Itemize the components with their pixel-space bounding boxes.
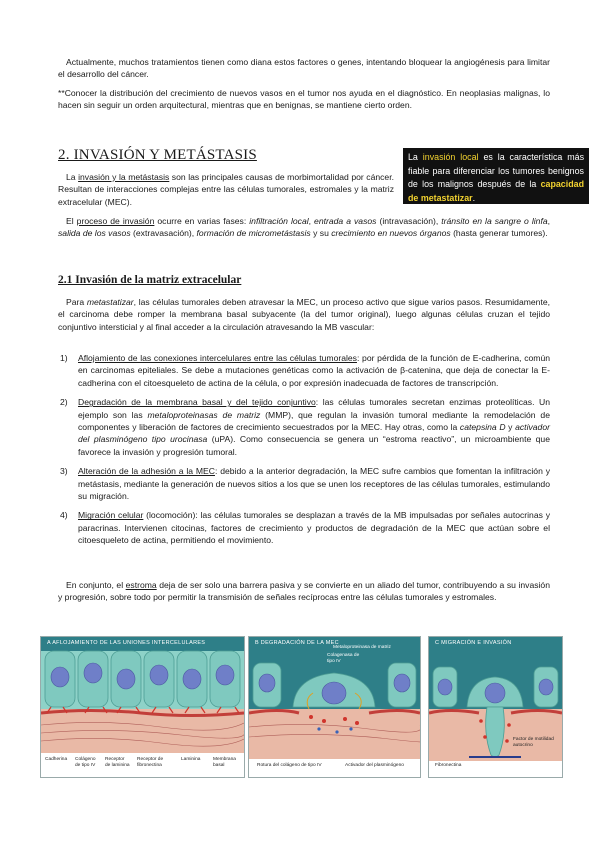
callout-highlight: invasión local [422,152,479,162]
list-item: 2) Degradación de la membrana basal y del tejido conjuntivo: las células tumorales secretan enzimas proteolíticas. Un ejemplo son las metaloproteinasas de matriz (MMP), que regulan la invasión tumoral mediante la remodelación de componentes y liberación de factores de crecimiento secuestrados por la MEC. Hay otras, como la catepsina D y activador del plasminógeno tipo urocinasa (uPA). Como consecuencia se genera un “estroma reactivo”, un microambiente que favorece la invasión y progresión tumoral. [60,397,550,457]
callout-box [403,148,589,204]
callout-text-pre: La [408,152,423,162]
list-item: 3) Alteración de la adhesión a la MEC: debido a la anterior degradación, la MEC sufre cambios que fomentan la infiltración y metástasis, mediante la generación de nuevos sitios a los que se unen los receptores de las células tumorales, estimulando su migración. [60,466,550,502]
panel-a-caption-4: Receptor de fibronectina [137,757,164,768]
panel-a-label: A AFLOJAMIENTO DE LAS UNIONES INTERCELULARES [47,640,206,646]
figure-panel-c [428,636,563,778]
panel-c-caption-2: Fibronectina [435,763,462,768]
section2-paragraph-1: La invasión y la metástasis son las principales causas de morbimortalidad por cáncer. Resultan de interacciones complejas entre las células tumorales, estromales y la matriz extracelular (MEC). [58,172,394,207]
panel-a-caption-3: Receptor de laminina [105,757,130,768]
panel-b-caption-2: Activador del plasminógeno [345,763,404,768]
panel-b-top-caption-1: Metaloproteinasa de matriz [333,645,391,650]
section-title-invasion: 2. INVASIÓN Y METÁSTASIS [58,147,257,163]
panel-a-caption-1: Cadherina [45,757,68,762]
list-item: 1) Aflojamiento de las conexiones intercelulares entre las células tumorales: por pérdida de la función de E-cadherina, común en carcinomas epiteliales. Se debe a mutaciones genéticas como la activación de β-catenina, que deja de conectar la E-cadherina con el citoesqueleto de actina de la célula, o por expresión inadecuada de factores de transcripción. [60,353,550,388]
panel-c-caption-1: Factor de motilidad autocrino [513,737,554,748]
intro-paragraph-1: Actualmente, muchos tratamientos tienen como diana estos factores o genes, intentando bloquear la angiogénesis para limitar el desarrollo del cáncer. [58,57,550,80]
panel-b-label: B DEGRADACIÓN DE LA MEC [255,640,339,646]
figure-panel-a [40,636,245,778]
intro-paragraph-2: **Conocer la distribución del crecimiento de nuevos vasos en el tumor nos ayuda en el diagnóstico. En neoplasias malignas, lo hacen sin seguir un orden arquitectural, mientras que en benignas, se mantiene cierto orden. [58,88,550,111]
panel-b-caption-1: Rotura del colágeno de tipo IV [257,763,322,768]
panel-a-caption-6: Membrana basal [213,757,236,768]
section21-paragraph-2: En conjunto, el estroma deja de ser solo una barrera pasiva y se convierte en un aliado del tumor, contribuyendo a su invasión y progresión, sobre todo por permitir la transmisión de señales recíprocas entre las células tumorales y estromales. [58,580,550,603]
list-item: 4) Migración celular (locomoción): las células tumorales se desplazan a través de la MB impulsadas por señales autocrinas y paracrinas. Intervienen citocinas, factores de crecimiento y productos de degradación de la MEC que actúan sobre el citoesqueleto de actina, permitiendo el movimiento. [60,510,550,546]
section-title-matrix: 2.1 Invasión de la matriz extracelular [58,274,242,286]
figure-panel-b [248,636,421,778]
panel-a-illustration [41,637,244,777]
section21-paragraph-1: Para metastatizar, las células tumorales deben atravesar la MEC, un proceso activo que sigue varios pasos. Resumidamente, el carcinoma debe romper la membrana basal subyacente (la del tumor original), luego algunas células cruzan el tejido conjuntivo intersticial y al final acceder a la circulación atravesando la MB vascular: [58,297,551,332]
panel-c-illustration [429,637,562,777]
panel-a-caption-2: Colágeno de tipo IV [75,757,96,768]
section2-paragraph-2: El proceso de invasión ocurre en varias fases: infiltración local, entrada a vasos (intravasación), tránsito en la sangre o linfa, salida de los vasos (extravasación), formación de micrometástasis y su crecimiento en nuevos órganos (hasta generar tumores). [58,216,550,239]
callout-text-post: . [472,192,476,203]
steps-list [58,352,550,554]
callout-highlight-2: capacidad de metastatizar [408,179,584,203]
panel-b-top-caption-2: Colagenasa de tipo IV [327,653,360,664]
panel-c-label: C MIGRACIÓN E INVASIÓN [435,640,512,646]
panel-a-caption-5: Laminina [181,757,201,762]
callout-text-mid: es la característica más fiable para diferenciar los tumores benignos de los malignos después de la [408,152,585,189]
